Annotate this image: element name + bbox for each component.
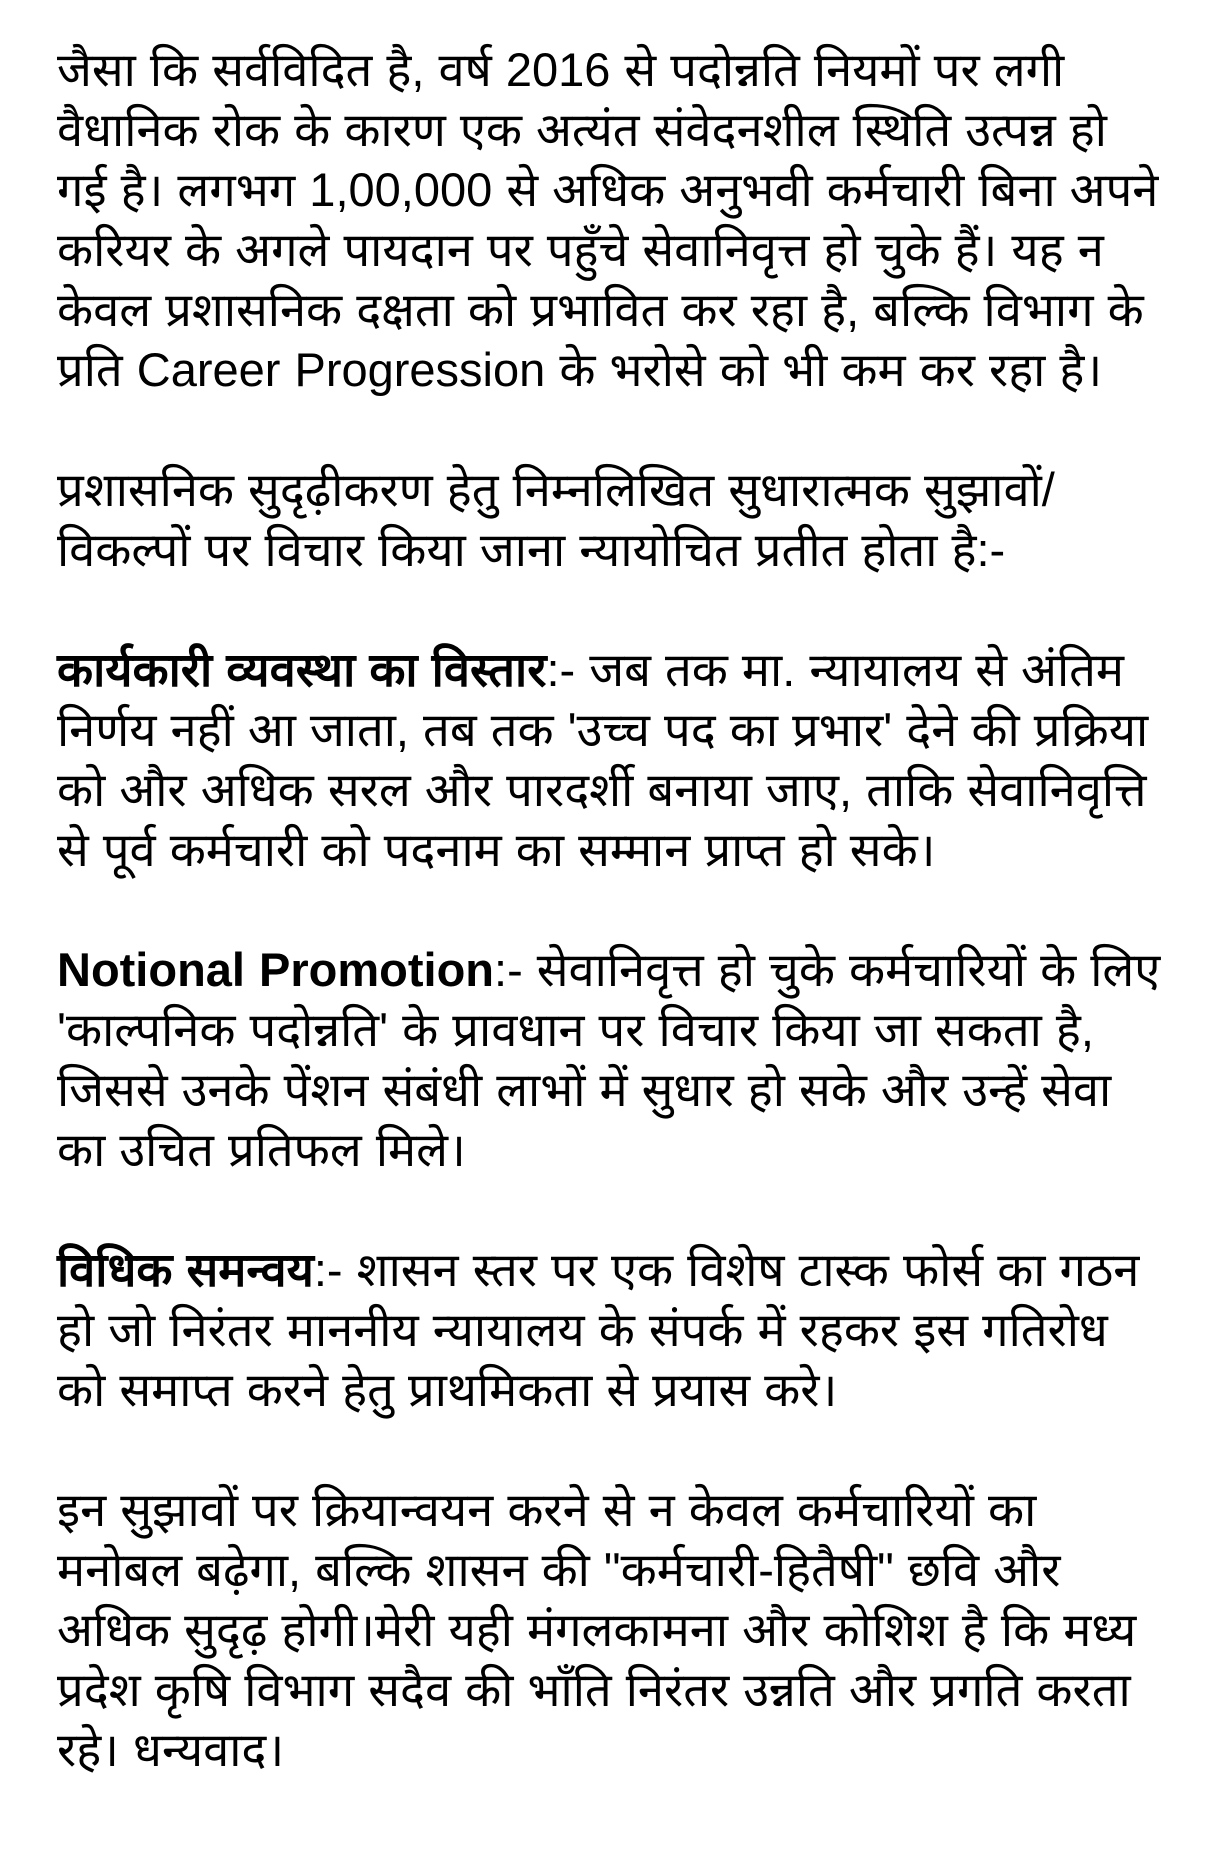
paragraph-heading: कार्यकारी व्यवस्था का विस्तार bbox=[57, 643, 547, 696]
paragraph-body: :- जब तक मा. न्यायालय से अंतिम निर्णय नहीं आ जाता, तब तक 'उच्च पद का प्रभार' देने की प्रक्रिया को और अधिक सरल और पारदर्शी बनाया जाए, ताकि सेवानिवृत्ति से पूर्व कर्मचारी को पदनाम का सम्मान प्राप्त हो सके। bbox=[57, 643, 1149, 876]
paragraph-body: जैसा कि सर्वविदित है, वर्ष 2016 से पदोन्नति नियमों पर लगी वैधानिक रोक के कारण एक अत्यंत संवेदनशील स्थिति उत्पन्न हो गई है। लगभग 1,00,000 से अधिक अनुभवी कर्मचारी बिना अपने करियर के अगले पायदान पर पहुँचे सेवानिवृत्त हो चुके हैं। यह न केवल प्रशासनिक दक्षता को प्रभावित कर रहा है, बल्कि विभाग के प्रति Career Progression के भरोसे को भी कम कर रहा है। bbox=[57, 43, 1159, 396]
paragraph-heading: Notional Promotion bbox=[57, 943, 495, 996]
paragraph-body: इन सुझावों पर क्रियान्वयन करने से न केवल कर्मचारियों का मनोबल बढ़ेगा, बल्कि शासन की "कर्मचारी-हितैषी" छवि और अधिक सुदृढ़ होगी।मेरी यही मंगलकामना और कोशिश है कि मध्य प्रदेश कृषि विभाग सदैव की भाँति निरंतर उन्नति और प्रगति करता रहे। धन्यवाद। bbox=[57, 1483, 1137, 1776]
paragraph-intro bbox=[57, 40, 1170, 400]
paragraph-heading: विधिक समन्वय bbox=[57, 1243, 314, 1296]
paragraph-body: प्रशासनिक सुदृढ़ीकरण हेतु निम्नलिखित सुधारात्मक सुझावों/विकल्पों पर विचार किया जाना न्यायोचित प्रतीत होता है:- bbox=[57, 463, 1055, 576]
paragraph-suggestions-lead-in bbox=[57, 460, 1170, 580]
paragraph-body: :- सेवानिवृत्त हो चुके कर्मचारियों के लिए 'काल्पनिक पदोन्नति' के प्रावधान पर विचार किया जा सकता है, जिससे उनके पेंशन संबंधी लाभों में सुधार हो सके और उन्हें सेवा का उचित प्रतिफल मिले। bbox=[57, 943, 1161, 1176]
paragraph-executive-arrangement bbox=[57, 640, 1170, 880]
paragraph-closing bbox=[57, 1480, 1170, 1780]
paragraph-body: :- शासन स्तर पर एक विशेष टास्क फोर्स का गठन हो जो निरंतर माननीय न्यायालय के संपर्क में रहकर इस गतिरोध को समाप्त करने हेतु प्राथमिकता से प्रयास करे। bbox=[57, 1243, 1140, 1416]
paragraph-notional-promotion bbox=[57, 940, 1170, 1180]
paragraph-legal-coordination bbox=[57, 1240, 1170, 1420]
